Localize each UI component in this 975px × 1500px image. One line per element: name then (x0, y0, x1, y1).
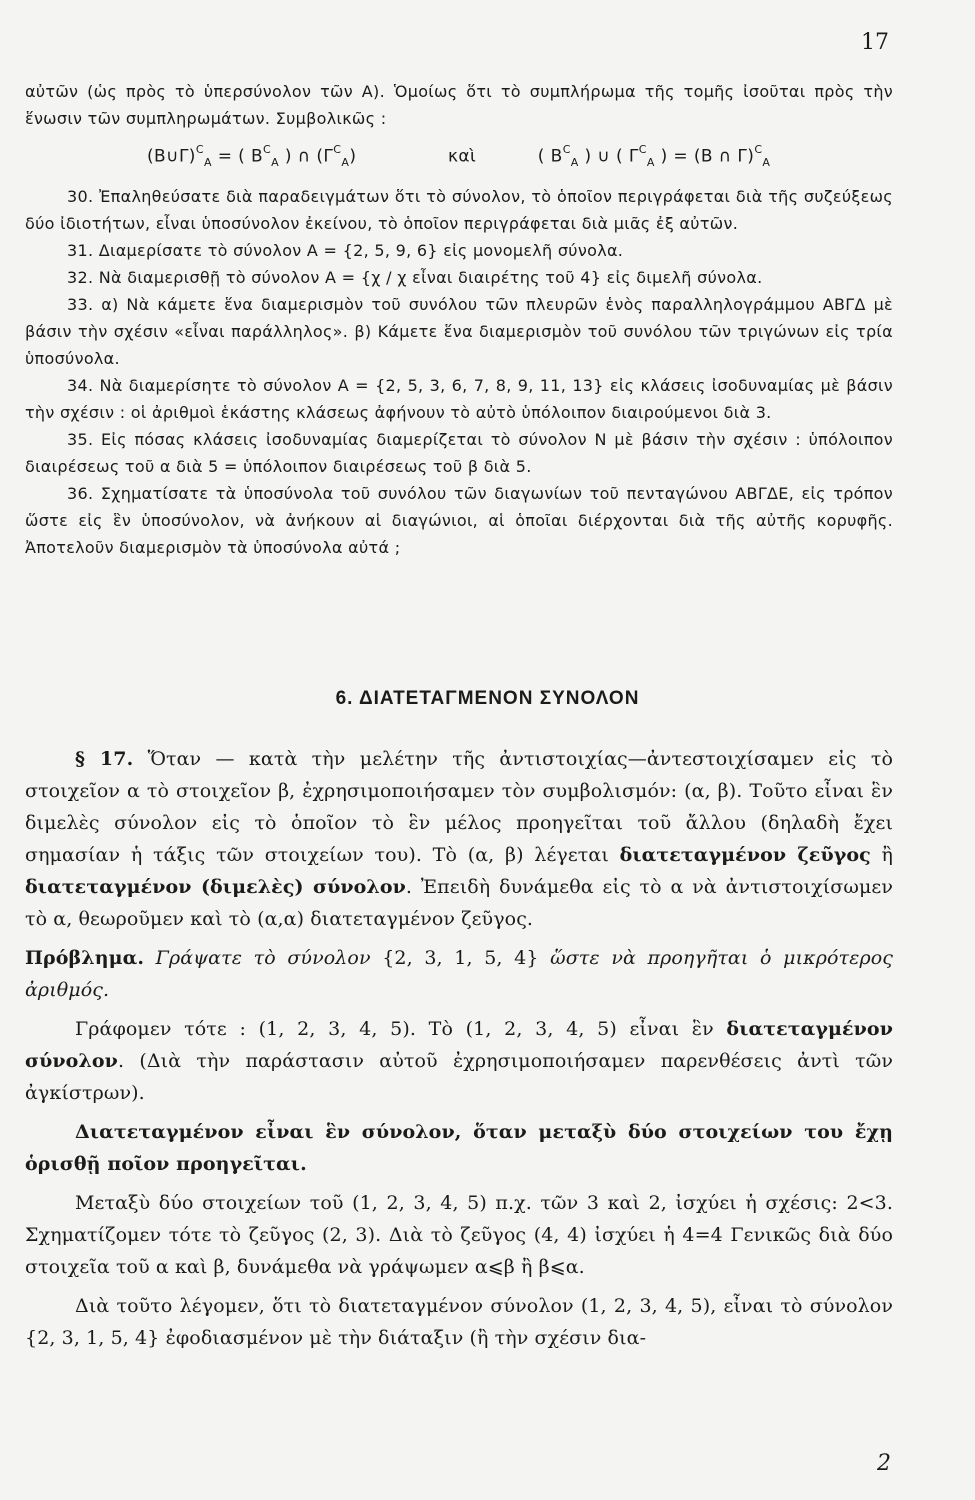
term-ordered-set: διατεταγμένον σύνολον (25, 1018, 893, 1072)
exercise-35: 35. Εἰς πόσας κλάσεις ἰσοδυναμίας διαμερίζεται τὸ σύνολον Ν μὲ βάσιν τὴν σχέσιν : ὑπόλοιπον διαιρέσεως τοῦ α διὰ 5 = ὑπόλοιπον διαιρέσεως τοῦ β διὰ 5. (25, 430, 893, 477)
universe-sub: A (271, 156, 280, 170)
formula-term: ) = (B ∩ Γ) (660, 146, 755, 167)
universe-sub: A (646, 156, 655, 170)
problem-label: Πρόβλημα. (25, 947, 145, 969)
text-run: Γράφομεν τότε : (1, 2, 3, 4, 5). Τὸ (1, 2, 3, 4, 5) εἶναι ἓν (75, 1018, 727, 1040)
text-run: ἢ (870, 844, 894, 866)
text-run: Ὅταν — κατὰ τὴν μελέτην τῆς ἀντιστοιχίας—ἀντεστοιχίσαμεν εἰς τὸ στοιχεῖον α τὸ στοιχεῖον β, ἐχρησιμοποιήσαμεν τὸν συμβολισμόν: (α, β). Τοῦτο εἶναι ἓν διμελὲς σύνολον εἰς τὸ ὁποῖον τὸ ἓν μέλος προηγεῖται τοῦ ἄλλου (δηλαδὴ ἔχει σημασίαν ἡ τάξις τῶν στοιχείων του). Τὸ (α, β) λέγεται (25, 748, 893, 866)
section-number: § 17. (75, 748, 134, 770)
exercise-33: 33. α) Νὰ κάμετε ἕνα διαμερισμὸν τοῦ συνόλου τῶν πλευρῶν ἑνὸς παραλληλογράμμου ΑΒΓΔ μὲ βάσιν τὴν σχέσιν «εἶναι παράλληλος». β) Κάμετε ἕνα διαμερισμὸν τοῦ συνόλου τῶν τριγώνων εἰς τρία ὑποσύνολα. (25, 295, 893, 369)
complement-sup: C (195, 143, 204, 156)
formula-term: ( B (537, 146, 563, 167)
relation-paragraph: Μεταξὺ δύο στοιχείων τοῦ (1, 2, 3, 4, 5) π.χ. τῶν 3 καὶ 2, ἰσχύει ἡ σχέσις: 2<3. Σχηματίζομεν τότε τὸ ζεῦγος (2, 3). Διὰ τὸ ζεῦγος (4, 4) ἰσχύει ἡ 4=4 Γενικῶς διὰ δύο στοιχεῖα τοῦ α καὶ β, δυνάμεθα νὰ γράψωμεν α⩽β ἢ β⩽α. (25, 1192, 893, 1278)
paragraph-17 (25, 743, 893, 935)
complement-sup: C (754, 143, 763, 156)
formula-term: ) ∩ (Γ (284, 146, 334, 167)
exercise-34: 34. Νὰ διαμερίσητε τὸ σύνολον Α = {2, 5, 3, 6, 7, 8, 9, 11, 13} εἰς κλάσεις ἰσοδυναμίας μὲ βάσιν τὴν σχέσιν : οἱ ἀριθμοὶ ἑκάστης κλάσεως ἀφήνουν τὸ αὐτὸ ὑπόλοιπον διαιρούμενοι διὰ 3. (25, 376, 893, 423)
exercises-block (25, 78, 893, 561)
universe-sub: A (762, 156, 771, 170)
exercise-30: 30. Ἐπαληθεύσατε διὰ παραδειγμάτων ὅτι τὸ σύνολον, τὸ ὁποῖον περιγράφεται διὰ τῆς συζεύξεως δύο ἰδιοτήτων, εἶναι ὑποσύνολον ἐκείνου, τὸ ὁποῖον περιγράφεται διὰ μιᾶς ἐξ αὐτῶν. (25, 187, 893, 234)
exercise-32: 32. Νὰ διαμερισθῇ τὸ σύνολον Α = {χ / χ εἶναι διαιρέτης τοῦ 4} εἰς διμελῆ σύνολα. (67, 268, 763, 288)
formula-conjunction: καὶ (447, 146, 477, 167)
complement-sup: C (562, 143, 571, 156)
complement-sup: C (263, 143, 272, 156)
formula-term: (B∪Γ) (147, 146, 196, 167)
conclusion-paragraph: Διὰ τοῦτο λέγομεν, ὅτι τὸ διατεταγμένον σύνολον (1, 2, 3, 4, 5), εἶναι τὸ σύνολον {2, 3, 1, 5, 4} ἐφοδιασμένον μὲ τὴν διάταξιν (ἢ τὴν σχέσιν δια- (25, 1295, 893, 1349)
answer-paragraph (25, 1013, 893, 1109)
page-number: 17 (861, 30, 889, 55)
complement-sup: C (333, 143, 342, 156)
text-run: ὥστε νὰ προηγῆται ὁ μικρότερος ἀριθμός. (25, 947, 893, 1001)
folio-mark: 2 (877, 1451, 891, 1476)
universe-sub: A (570, 156, 579, 170)
term-ordered-pair: διατεταγμένον ζεῦγος (619, 844, 871, 866)
body-block (25, 743, 893, 1354)
formula-term: = ( B (217, 146, 264, 167)
de-morgan-formula (25, 132, 893, 183)
text-run: . Ἐπειδὴ δυνάμεθα εἰς τὸ α νὰ ἀντιστοιχίσωμεν τὸ α, θεωροῦμεν καὶ τὸ (α,α) διατεταγμένον ζεῦγος. (25, 876, 893, 930)
section-title: 6. ΔΙΑΤΕΤΑΓΜΕΝΟΝ ΣΥΝΟΛΟΝ (335, 688, 640, 709)
formula-term: ) (349, 146, 357, 167)
text-run: Γράψατε τὸ σύνολον (144, 947, 383, 969)
universe-sub: A (203, 156, 212, 170)
term-ordered-set: διατεταγμένον (διμελὲς) σύνολον (25, 876, 406, 898)
complement-sup: C (638, 143, 647, 156)
definition-paragraph: Διατεταγμένον εἶναι ἓν σύνολον, ὅταν μεταξὺ δύο στοιχείων του ἔχῃ ὁρισθῇ ποῖον προηγεῖται. (25, 1121, 893, 1175)
problem-paragraph (25, 942, 893, 1006)
text-run: . (Διὰ τὴν παράστασιν αὐτοῦ ἐχρησιμοποιήσαμεν παρενθέσεις ἀντὶ τῶν ἀγκίστρων). (25, 1050, 893, 1104)
exercise-36: 36. Σχηματίσατε τὰ ὑποσύνολα τοῦ συνόλου τῶν διαγωνίων τοῦ πενταγώνου ΑΒΓΔΕ, εἰς τρόπον ὥστε εἰς ἓν ὑποσύνολον, νὰ ἀνήκουν αἱ διαγώνιοι, αἱ ὁποῖαι διέρχονται διὰ τῆς αὐτῆς κορυφῆς. Ἀποτελοῦν διαμερισμὸν τὰ ὑποσύνολα αὐτά ; (25, 484, 893, 558)
problem-set: {2, 3, 1, 5, 4} (382, 947, 539, 969)
exercise-31: 31. Διαμερίσατε τὸ σύνολον Α = {2, 5, 9, 6} εἰς μονομελῆ σύνολα. (67, 241, 624, 261)
universe-sub: A (341, 156, 350, 170)
continuation-paragraph: αὐτῶν (ὡς πρὸς τὸ ὑπερσύνολον τῶν Α). Ὁμοίως ὅτι τὸ συμπλήρωμα τῆς τομῆς ἰσοῦται πρὸς τὴν ἕνωσιν τῶν συμπληρωμάτων. Συμβολικῶς : (25, 82, 893, 128)
formula-term: ) ∪ ( Γ (584, 146, 639, 167)
